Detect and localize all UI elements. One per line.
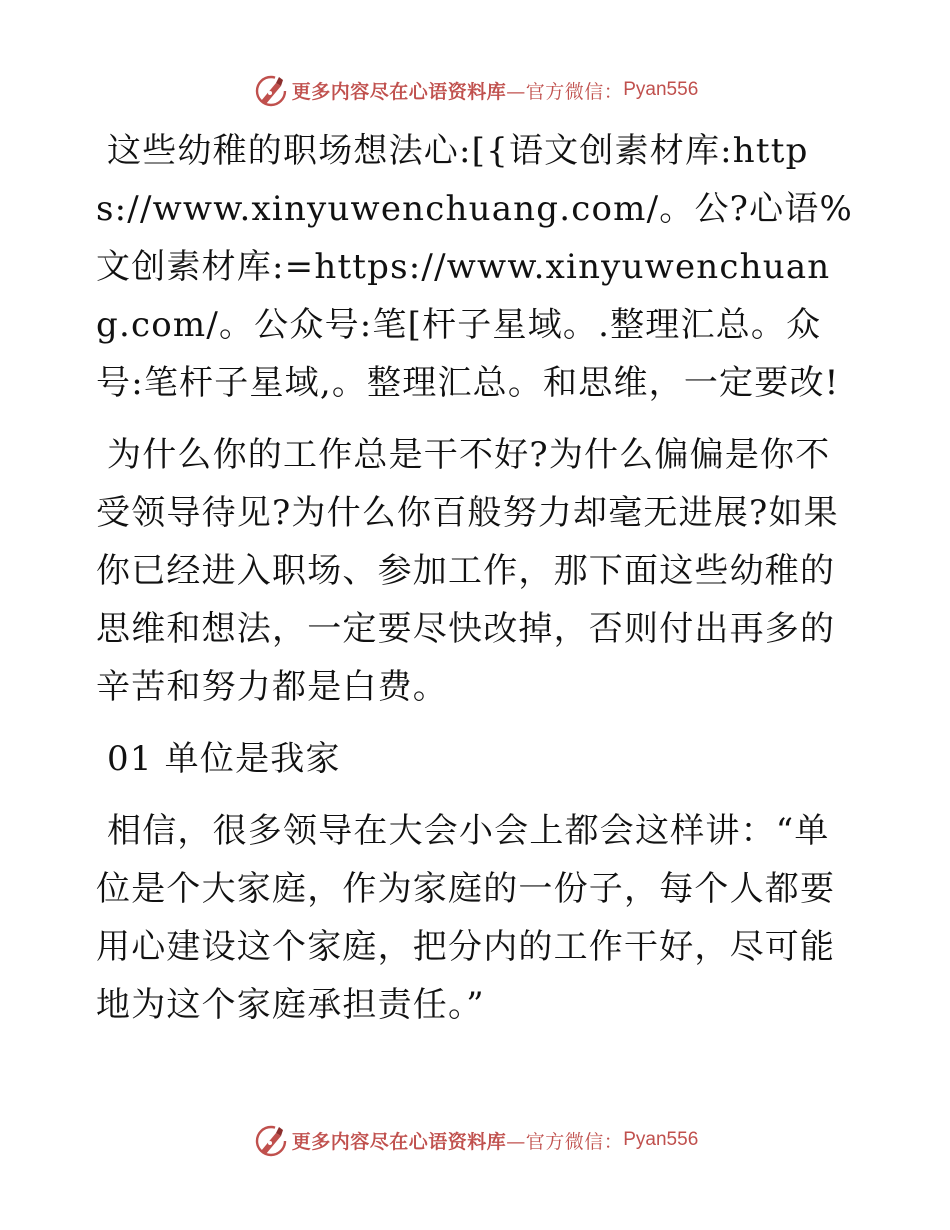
paragraph-questions: 为什么你的工作总是干不好?为什么偏偏是你不受领导待见?为什么你百般努力却毫无进展?如果你已经进入职场、参加工作，那下面这些幼稚的思维和想法，一定要尽快改掉，否则付出再多的辛苦和努力都是白费。 (96, 435, 839, 707)
banner-official-label: —官方微信： (506, 80, 624, 103)
section-heading-01: 01 单位是我家 (107, 739, 341, 779)
paragraph-intro: 这些幼稚的职场想法心:[{语文创素材库:https://www.xinyuwenchuang.com/。公?心语%文创素材库:=https://www.xinyuwenchuang.com/。公众号:笔[杆子星域。.整理汇总。众号:笔杆子星域,。整理汇总。和思维，一定要改! (96, 131, 853, 403)
header-banner (0, 68, 950, 112)
pen-logo-icon (252, 71, 290, 109)
pen-logo-icon (252, 1121, 290, 1159)
footer-banner (0, 1118, 950, 1162)
document-body (96, 122, 856, 1048)
banner-official-label: —官方微信： (506, 1130, 624, 1153)
paragraph-leader-quote: 相信，很多领导在大会小会上都会这样讲：“单位是个大家庭，作为家庭的一份子，每个人都要用心建设这个家庭，把分内的工作干好，尽可能地为这个家庭承担责任。” (96, 811, 836, 1025)
banner-brand-text: 更多内容尽在心语资料库 (291, 80, 507, 103)
banner-wechat-id: Pyan556 (623, 1129, 699, 1150)
banner-wechat-id: Pyan556 (623, 79, 699, 100)
banner-brand-text: 更多内容尽在心语资料库 (291, 1130, 507, 1153)
